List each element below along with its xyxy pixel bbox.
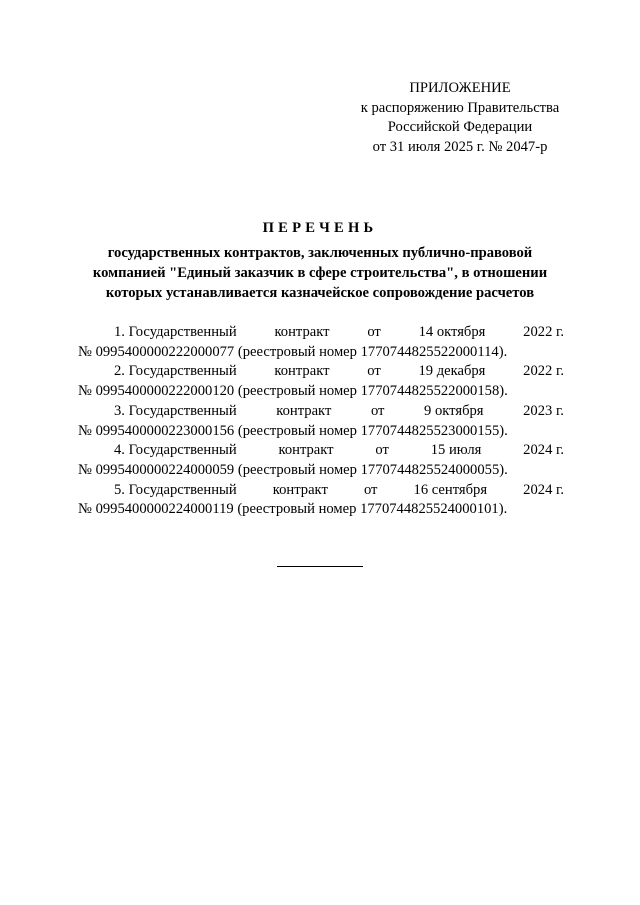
- item-word: контракт: [278, 442, 334, 459]
- item-word: от: [367, 324, 381, 340]
- list-item: [78, 441, 564, 480]
- item-year: 2022 г.: [523, 363, 564, 380]
- item-date: 15 июля: [430, 442, 482, 459]
- list-item-first-line: [78, 402, 564, 422]
- list-item: [78, 323, 564, 362]
- item-date: 14 октября: [418, 324, 486, 340]
- list-item-second-line: № 0995400000222000120 (реестровый номер 1770744825522000158).: [78, 383, 508, 400]
- document-subtitle: [60, 243, 580, 303]
- item-year: 2023 г.: [523, 402, 564, 419]
- list-item-first-line: [78, 481, 564, 501]
- list-item: [78, 481, 564, 520]
- item-word: контракт: [274, 363, 330, 380]
- item-word: от: [367, 363, 381, 380]
- appendix-reference: к распоряжению Правительства: [360, 99, 560, 116]
- contract-list: [78, 323, 564, 520]
- item-word: от: [370, 402, 385, 419]
- item-number-label: 5. Государственный: [114, 481, 237, 498]
- item-date: 16 сентября: [413, 481, 488, 498]
- list-item: [78, 362, 564, 401]
- item-word: от: [375, 442, 389, 459]
- appendix-header: [330, 79, 590, 157]
- item-word: от: [363, 481, 378, 498]
- subtitle-line: которых устанавливается казначейское сопровождение расчетов: [105, 285, 535, 301]
- item-number-label: 3. Государственный: [114, 402, 237, 419]
- item-word: контракт: [274, 324, 330, 340]
- item-year: 2024 г.: [523, 442, 564, 459]
- appendix-authority: Российской Федерации: [387, 119, 533, 135]
- subtitle-line: государственных контрактов, заключенных публично-правовой: [107, 245, 533, 261]
- subtitle-line: компанией "Единый заказчик в сфере строительства", в отношении: [92, 265, 548, 281]
- list-item-first-line: [78, 441, 564, 461]
- item-date: 19 декабря: [418, 363, 486, 380]
- item-date: 9 октября: [424, 402, 484, 419]
- item-number-label: 1. Государственный: [114, 324, 237, 340]
- item-word: контракт: [272, 481, 328, 498]
- document-title: ПЕРЕЧЕНЬ: [262, 220, 378, 236]
- appendix-date-number: от 31 июля 2025 г. № 2047-р: [372, 138, 548, 155]
- list-item: [78, 402, 564, 441]
- appendix-label: ПРИЛОЖЕНИЕ: [409, 80, 511, 96]
- item-number-label: 2. Государственный: [114, 363, 237, 380]
- list-item-first-line: [78, 362, 564, 382]
- list-item-second-line: № 0995400000223000156 (реестровый номер 1770744825523000155).: [78, 422, 508, 439]
- item-year: 2022 г.: [523, 324, 564, 340]
- list-item-second-line: № 0995400000224000059 (реестровый номер 1770744825524000055).: [78, 461, 508, 478]
- list-item-second-line: № 0995400000222000077 (реестровый номер 1770744825522000114).: [78, 343, 508, 360]
- end-divider: [277, 566, 363, 567]
- list-item-second-line: № 0995400000224000119 (реестровый номер 1770744825524000101).: [78, 501, 508, 518]
- item-number-label: 4. Государственный: [114, 442, 237, 459]
- list-item-first-line: [78, 323, 564, 343]
- item-word: контракт: [276, 402, 332, 419]
- item-year: 2024 г.: [523, 481, 564, 498]
